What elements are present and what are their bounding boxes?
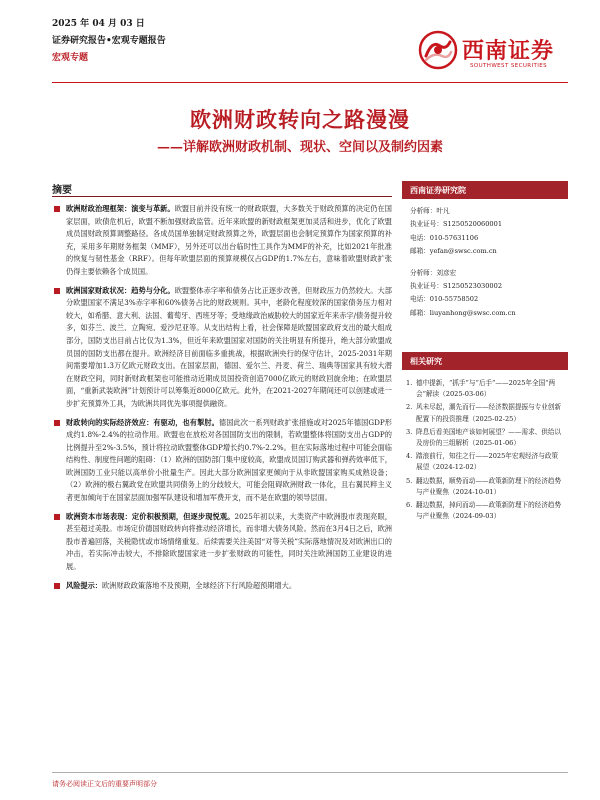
report-title: 欧洲财政转向之路漫漫 [190, 107, 410, 132]
report-header [52, 17, 352, 65]
analyst-name: 分析师：刘彦宏 [410, 268, 457, 277]
analyst-panel-heading: 西南证券研究院 [402, 181, 568, 199]
related-research-item[interactable]: 2. 风未尽起，潮先而行——经济数据提振与专业创新配置下的投资推理（2025-02-25） [406, 403, 562, 423]
abstract-item-lead: 欧洲国家财政状况：趋势与分化。 [66, 285, 175, 295]
southwest-logo-icon [418, 30, 458, 70]
abstract-item-lead: 欧洲资本市场表现：定价积极预期，但逐步现悦观。 [66, 511, 235, 521]
related-research-item[interactable]: 6. 翻边数据，掉问而动——政策新防理下的经济趋势与产业聚焦（2024-09-03） [406, 501, 562, 521]
abstract-item-text: 欧盟整体赤字率和债务占比正逐步改善，但财政压力仍然较大。大部分欧盟国家不满足3%赤字率和60%债务占比的财政规则。其中，老龄化程度较深的国家债务压力相对较大，如希腊、意大利、法国、葡萄牙、西班牙等；受地缘政治威胁较大的国家近年来赤字/债务提升较多，如芬兰、波兰、立陶宛、爱沙尼亚等。从支出结构上看，社会保障是欧盟国家政府支出的最大组成部分，国防支出目前占比仅为1.3%，但近年来欧盟国家对国防的关注明显有所提升，绝大部分欧盟成员国的国防支出都在提升。欧洲经济目前面临多重挑战，根据欧洲央行的保守估计，2025-2031年期间需要增加1.3万亿欧元财政支出。在国家层面，德国、爱尔兰、丹麦、荷兰、瑞典等国家具有较大潜在财政空间，同时新财政框架也可能推动近期成员国投资创造7000亿欧元的财政回旋余地；在欧盟层面，“重新武装欧洲”计划预计可以筹集近8000亿欧元。此外，在2021-2027年期间还可以创建或进一步扩充预算外工具，为欧洲共同优先事项提供融资。 [66, 285, 392, 408]
analyst-card [402, 267, 568, 321]
header-divider [52, 82, 568, 83]
footer-disclaimer: 请务必阅读正文后的重要声明部分 [52, 780, 157, 788]
logo-chinese-text: 西南证券 [462, 38, 555, 64]
analyst-phone: 电话：010-57631106 [410, 233, 479, 242]
related-research-item[interactable]: 5. 翻边数据，顺势而动——政策新防理下的经济趋势与产业聚焦（2024-10-01） [406, 476, 562, 496]
related-research-item[interactable]: 4. 踏浪前行，知往之行——2025年宏观经济与政策展望（2024-12-02） [406, 452, 559, 472]
analyst-panel [402, 181, 568, 320]
analyst-email[interactable]: 邮箱：liuyanhong@swsc.com.cn [410, 308, 516, 317]
report-topic: 宏观专题 [52, 53, 89, 63]
abstract-item-lead: 欧洲财政治理框架：演变与革新。 [66, 204, 175, 213]
abstract-body [52, 199, 392, 592]
abstract-item-text: 欧盟目前并没有统一的财政联盟，大多数关于财政预算的决定仍在国家层面，欧债危机后，欧盟不断加强财政监管。近年来欧盟的新财政框架更加灵活和进步，优化了欧盟成员国财政预算调整路径。各成员国单独制定财政预算之外，欧盟层面也会制定预算作为国家预算的补充，采用多年期财务框架（MMF），另外还可以出台临时性工具作为MMF的补充，比如2021年批准的恢复与韧性基金（RRF）。但每年欧盟层面的预算规模仅占GDP的1.7%左右，意味着欧盟财政扩张仍得主要依赖各个成员国。 [66, 204, 392, 276]
abstract-item-text: 2025年初以来，大类资产中欧洲股市表现亮眼，甚至超过美股。市场定价德国财政转向将推动经济增长，而非增大债务风险。然而在3月4日之后，欧洲股市普遍回落，关税隐忧或市场情绪重复。后续需要关注美国“对等关税”实际落地情况及对欧洲出口的冲击，若实际冲击较大，不排除欧盟国家进一步扩张财政的可能性，同时关注欧洲国防工业建设的进展。 [66, 511, 392, 572]
related-research-panel [402, 352, 568, 524]
bullet-square-icon [54, 288, 60, 294]
abstract-heading: 摘要 [52, 185, 72, 196]
report-date: 2025 年 04 月 03 日 [52, 19, 145, 29]
abstract-divider [52, 196, 392, 197]
related-research-list [402, 370, 568, 522]
analyst-license: 执业证号：S1250520060001 [410, 220, 503, 229]
abstract-item-lead: 风险提示： [66, 580, 102, 590]
abstract-item [52, 417, 392, 505]
report-type: 证券研究报告•宏观专题报告 [52, 36, 166, 46]
bullet-square-icon [54, 583, 60, 589]
abstract-item [52, 511, 392, 574]
related-research-item[interactable]: 1. 德中提新，“抓手”与“后手”——2025年全国“两会”解读（2025-03-06） [406, 379, 556, 399]
abstract-item-text: 欧洲财政政策落地不及预期，全球经济下行风险超预期增大。 [101, 580, 297, 590]
related-research-heading: 相关研究 [402, 352, 568, 370]
analyst-email[interactable]: 邮箱：yefan@swsc.com.cn [410, 247, 497, 256]
bullet-square-icon [54, 420, 60, 426]
logo-english-text: SOUTHWEST SECURITIES [470, 63, 548, 69]
abstract-item-lead: 财政转向的实际经济效应：有驱动，也有掣肘。 [66, 417, 219, 427]
analyst-license: 执业证号：S1250523030002 [410, 282, 503, 291]
analyst-phone: 电话：010-55758502 [410, 295, 479, 304]
abstract-item [52, 285, 392, 411]
related-research-item[interactable]: 3. 降息后看美国地产该如何展望？——需求、供给以及房价的三组解析（2025-01-06） [406, 427, 562, 448]
abstract-item-text: 德国此次一系列财政扩张措施或对2025年德国GDP形成约1.8%-2.4%的拉动作用。欧盟也在放松对各国国防支出的限制，若欧盟整体将国防支出占GDP的比例提升至2%-3.5%，预计将拉动欧盟整体GDP增长约0.7%-2.2%。但在实际落地过程中可能会面临结构性、制度性问题的阻碍：（1）欧洲的国防部门集中度较高，欧盟成员国订购武器和弹药效率低下，欧洲国防工业只能以高单价小批量生产。因此大部分欧洲国家更倾向于从非欧盟国家购买成熟设备；（2）欧洲的极右翼政党在欧盟共同债务上的分歧较大，可能会阻碍欧洲财政一体化，且右翼民粹主义者更加倾向于在国家层面加强军队建设和增加军费开支，而不是在欧盟的领导层面。 [66, 417, 392, 503]
footer-divider [52, 772, 568, 773]
abstract-item [52, 580, 392, 593]
bullet-square-icon [54, 514, 60, 520]
company-logo [418, 30, 568, 74]
bullet-square-icon [54, 206, 60, 212]
report-subtitle: ——详解欧洲财政机制、现状、空间以及制约因素 [156, 140, 443, 155]
analyst-card [402, 199, 568, 259]
abstract-item [52, 203, 392, 279]
analyst-name: 分析师：叶凡 [410, 207, 450, 215]
